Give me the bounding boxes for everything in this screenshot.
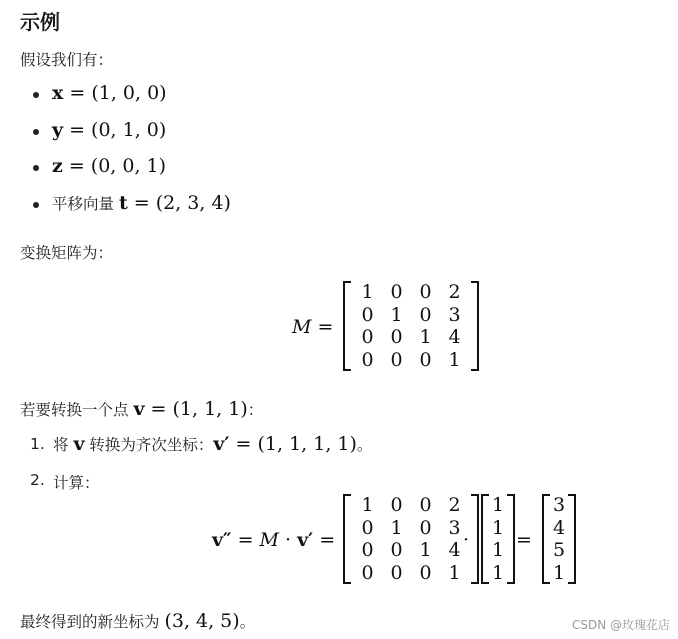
- matrix-cell: 0: [419, 281, 432, 303]
- result-suffix: 。: [239, 613, 256, 631]
- point-symbol: v: [73, 433, 85, 455]
- vector-value: = (0, 0, 1): [62, 155, 167, 177]
- section-heading: 示例: [20, 10, 60, 34]
- vector-symbol: y: [52, 119, 64, 141]
- matrix-cell: 0: [390, 494, 403, 516]
- point-intro: [20, 398, 263, 420]
- matrix-cell: 0: [390, 561, 403, 584]
- matrix-cell: 0: [419, 348, 432, 371]
- vector-bracket-left: [542, 494, 550, 584]
- matrix-bracket-left: [343, 281, 351, 371]
- point-value: = (1, 1, 1): [144, 398, 248, 420]
- list-item-z: [52, 155, 166, 177]
- matrix-cell: 1: [419, 539, 432, 561]
- list-item-x: [52, 82, 167, 104]
- matrix-cell: 1: [448, 561, 461, 584]
- bullet-dot: [33, 202, 39, 208]
- matrix-cell: 4: [448, 539, 461, 561]
- matrix-cell: 0: [361, 348, 374, 371]
- output-vector: [542, 494, 576, 584]
- dot-operator: ·: [279, 529, 298, 551]
- matrix-bracket-right: [471, 494, 479, 584]
- step-number: 2.: [30, 471, 45, 489]
- matrix-grid: [351, 494, 471, 584]
- matrix-cell: 0: [361, 516, 374, 539]
- vector-value: = (0, 1, 0): [63, 119, 167, 141]
- equals-sign: =: [311, 316, 334, 338]
- calc-matrix: [343, 494, 479, 584]
- input-vector: [481, 494, 515, 584]
- homogeneous-symbol: v′: [213, 433, 230, 455]
- vector-grid: [489, 494, 507, 584]
- matrix-grid: [351, 281, 471, 371]
- vector-cell: 1: [491, 539, 505, 561]
- equals-sign: =: [516, 529, 532, 551]
- homogeneous-symbol: v′: [297, 529, 314, 551]
- matrix-cell: 0: [419, 561, 432, 584]
- matrix-cell: 0: [419, 494, 432, 516]
- vector-symbol: z: [52, 155, 63, 177]
- list-item-t: [52, 192, 231, 214]
- matrix-cell: 0: [419, 303, 432, 326]
- vector-cell: 1: [552, 561, 566, 584]
- vector-value: = (1, 0, 0): [63, 82, 167, 104]
- intro-text: 假设我们有：: [20, 51, 114, 69]
- matrix-cell: 1: [390, 303, 403, 326]
- bullet-dot: [33, 129, 39, 135]
- homogeneous-value: = (1, 1, 1, 1): [229, 433, 357, 455]
- matrix-cell: 0: [361, 303, 374, 326]
- vector-symbol: x: [52, 82, 64, 104]
- translation-label: 平移向量: [52, 195, 119, 213]
- vector-cell: 4: [552, 516, 566, 539]
- bullet-dot: [33, 92, 39, 98]
- matrix-label: [292, 316, 333, 338]
- matrix-cell: 2: [448, 281, 461, 303]
- vector-bracket-right: [507, 494, 515, 584]
- point-intro-text: 若要转换一个点: [20, 401, 134, 419]
- matrix-cell: 0: [390, 348, 403, 371]
- matrix-symbol: M: [292, 316, 312, 338]
- vector-cell: 1: [491, 494, 505, 516]
- matrix-cell: 0: [390, 539, 403, 561]
- point-symbol: v: [133, 398, 145, 420]
- vector-bracket-right: [568, 494, 576, 584]
- point-intro-suffix: ：: [247, 401, 264, 419]
- matrix-cell: 0: [361, 326, 374, 348]
- matrix-cell: 1: [361, 494, 374, 516]
- step-suffix: 。: [356, 436, 373, 454]
- watermark: CSDN @玫瑰花店: [571, 618, 670, 632]
- vector-bracket-left: [481, 494, 489, 584]
- matrix-cell: 1: [419, 326, 432, 348]
- matrix-cell: 4: [448, 326, 461, 348]
- matrix-cell: 1: [361, 281, 374, 303]
- matrix-cell: 3: [448, 303, 461, 326]
- matrix-bracket-right: [471, 281, 479, 371]
- vector-grid: [550, 494, 568, 584]
- transform-matrix: [343, 281, 479, 371]
- matrix-cell: 1: [448, 348, 461, 371]
- matrix-cell: 3: [448, 516, 461, 539]
- vector-value: = (2, 3, 4): [127, 192, 231, 214]
- vector-cell: 5: [552, 539, 566, 561]
- step-text: 将: [53, 436, 74, 454]
- matrix-symbol: M: [259, 529, 279, 551]
- result-symbol: v″: [212, 529, 232, 551]
- matrix-cell: 0: [419, 516, 432, 539]
- dot-operator: ·: [463, 529, 470, 551]
- vector-cell: 1: [491, 561, 505, 584]
- matrix-cell: 1: [390, 516, 403, 539]
- equals-sign: =: [313, 529, 336, 551]
- matrix-cell: 0: [361, 561, 374, 584]
- step-1: [53, 433, 372, 455]
- step-2-text: 计算：: [53, 474, 100, 492]
- result-line: [20, 610, 255, 632]
- list-item-y: [52, 119, 166, 141]
- vector-cell: 1: [491, 516, 505, 539]
- step-number: 1.: [30, 435, 45, 453]
- equals-sign: =: [231, 529, 260, 551]
- calc-lhs: [212, 529, 335, 551]
- result-value: (3, 4, 5): [164, 610, 240, 632]
- result-text: 最终得到的新坐标为: [20, 613, 165, 631]
- matrix-cell: 0: [390, 326, 403, 348]
- matrix-bracket-left: [343, 494, 351, 584]
- matrix-cell: 0: [361, 539, 374, 561]
- bullet-dot: [33, 165, 39, 171]
- matrix-cell: 2: [448, 494, 461, 516]
- vector-cell: 3: [552, 494, 566, 516]
- step-text: 转换为齐次坐标：: [84, 436, 214, 454]
- transform-intro: 变换矩阵为：: [20, 244, 114, 262]
- matrix-cell: 0: [390, 281, 403, 303]
- vector-symbol: t: [118, 192, 128, 214]
